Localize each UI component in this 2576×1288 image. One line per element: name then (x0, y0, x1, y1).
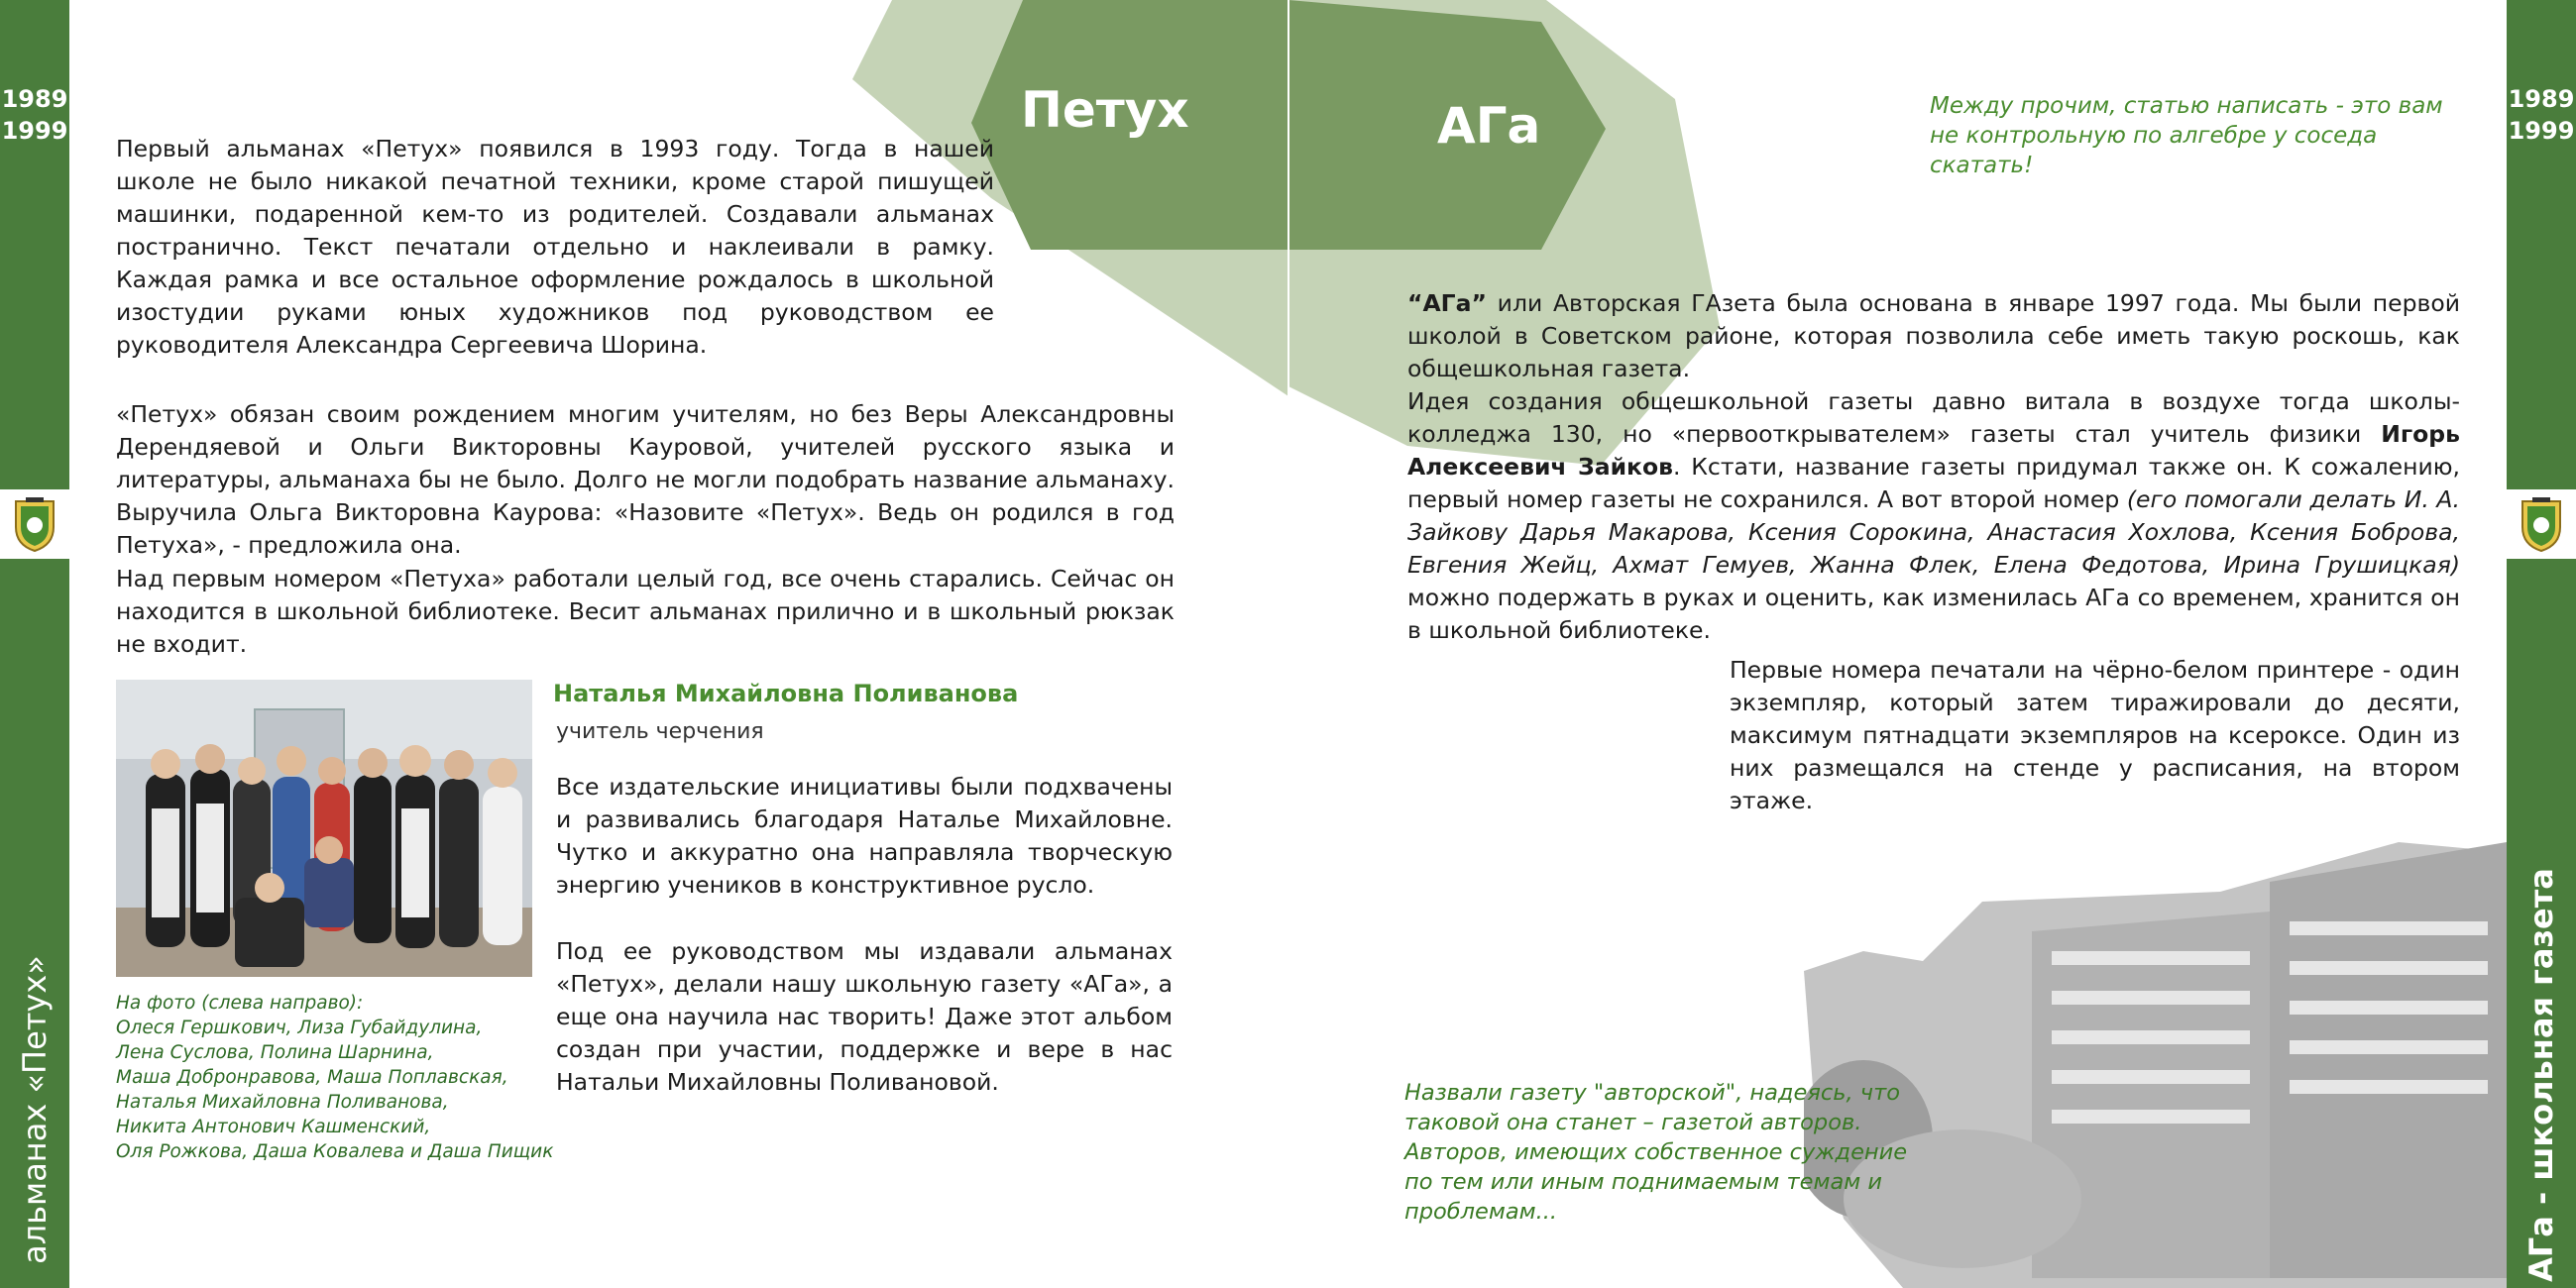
top-quote (1930, 91, 2485, 180)
caption-line: Маша Добронравова, Маша Поплавская, (116, 1067, 508, 1088)
photo-caption (116, 991, 572, 1164)
years-label-right (2507, 83, 2576, 147)
caption-line: На фото (слева направо): (116, 993, 364, 1014)
vertical-title-left (0, 941, 69, 1278)
title-petukh: Петух (1021, 81, 1189, 139)
year-end: 1999 (1, 117, 68, 145)
caption-line: Лена Суслова, Полина Шарнина, (116, 1042, 434, 1063)
teacher-name-heading: Наталья Михайловна Поливанова (553, 680, 1019, 707)
year-start: 1989 (2508, 85, 2575, 113)
top-quote-line: не контрольную по алгебре у соседа скатать! (1930, 123, 2378, 178)
year-start: 1989 (1, 85, 68, 113)
school-crest-icon (12, 497, 57, 553)
bottom-quote-line: таковой она станет – газетой авторов. (1404, 1110, 1862, 1135)
years-label-left (0, 83, 69, 147)
title-aga: АГа (1437, 97, 1541, 155)
aga-founding-text: или Авторская ГАзета была основана в январе 1997 года. Мы были первой школой в Советском районе, которая позволила себе иметь такую роскошь, как общешкольная газета. (1407, 289, 2460, 382)
bottom-quote (1404, 1078, 2039, 1227)
caption-line: Олеся Гершкович, Лиза Губайдулина, (116, 1018, 483, 1038)
paragraph-teacher-initiatives: Все издательские инициативы были подхвачены и развивались благодаря Наталье Михайловне. Чутко и аккуратно она направляла творческую энергию учеников в конструктивное русло. (556, 773, 1173, 899)
caption-line: Никита Антонович Кашменский, (116, 1117, 431, 1137)
paragraph-almanac-first-issue: Над первым номером «Петуха» работали целый год, все очень старались. Сейчас он находится в школьной библиотеке. Весит альманах прилично и в школьный рюкзак не входит. (116, 565, 1175, 658)
vertical-title-left-text: альманах «Петух» (16, 955, 54, 1264)
founder-name-bold: Игорь Алексеевич Зайков (1407, 420, 2460, 481)
bottom-quote-line: Назвали газету "авторской", надеясь, что (1404, 1080, 1900, 1106)
paragraph-almanac-history: Первый альманах «Петух» появился в 1993 году. Тогда в нашей школе не было никакой печатной техники, кроме старой пишущей машинки, подаренной кем-то из родителей. Создавали альманах постранично. Текст печатали отдельно и наклеивали в рамку. Каждая рамка и все остальное оформление рождалось в школьной изостудии руками юных художников под руководством ее руководителя Александра Сергеевича Шорина. (116, 135, 994, 359)
paragraph-aga-idea (1407, 385, 2460, 647)
school-crest-icon (2519, 497, 2564, 553)
aga-idea-middle: . Кстати, название газеты придумал также он. К сожалению, первый номер газеты не сохранился. А вот второй номер (1407, 453, 2461, 513)
right-sidebar (2507, 0, 2576, 1288)
left-sidebar (0, 0, 69, 1288)
paragraph-almanac-teachers: «Петух» обязан своим рождением многим учителям, но без Веры Александровны Дерендяевой и Ольги Викторовны Кауровой, учителей русского языка и литературы, альманаха бы не было. Долго не могли подобрать название альманаху. Выручила Ольга Викторовна Каурова: «Назовите «Петух». Ведь он родился в год Петуха», - предложила она. (116, 400, 1175, 559)
crest-container-left (0, 489, 69, 559)
paragraph-teacher-guidance: Под ее руководством мы издавали альманах «Петух», делали нашу школьную газету «АГа», а еще она научила нас творить! Даже этот альбом создан при участии, поддержке и вере в нас Натальи Михайловны Поливановой. (556, 937, 1173, 1096)
crest-container-right (2507, 489, 2576, 559)
paragraph-aga-printing: Первые номера печатали на чёрно-белом принтере - один экземпляр, который затем тиражировали до десяти, максимум пятнадцати экземпляров на ксероксе. Один из них размещался на стенде у расписания, на втором этаже. (1730, 656, 2460, 814)
aga-name-bold: “АГа” (1407, 289, 1487, 317)
aga-idea-end: можно подержать в руках и оценить, как изменилась АГа со временем, хранится он в школьной библиотеке. (1407, 584, 2460, 644)
aga-idea-start: Идея создания общешкольной газеты давно витала в воздухе тогда школы-колледжа 130, но «первооткрывателем» газеты стал учитель физики (1407, 387, 2460, 448)
year-end: 1999 (2508, 117, 2575, 145)
vertical-title-right (2507, 868, 2576, 1282)
caption-line: Наталья Михайловна Поливанова, (116, 1092, 449, 1113)
teacher-role: учитель черчения (556, 719, 764, 744)
paragraph-aga-founding (1407, 287, 2460, 385)
vertical-title-right-text: АГа - школьная газета (2522, 868, 2560, 1282)
bottom-quote-line: Авторов, имеющих собственное суждение (1404, 1139, 1908, 1165)
bottom-quote-line: по тем или иным поднимаемым темам и проблемам... (1404, 1169, 1883, 1225)
aga-helpers-italic: (его помогали делать И. А. Зайкову Дарья Макарова, Ксения Сорокина, Анастасия Хохлова, Ксения Боброва, Евгения Жейц, Ахмат Гемуев, Жанна Флек, Елена Федотова, Ирина Грушицкая) (1407, 485, 2460, 579)
top-quote-line: Между прочим, статью написать - это вам (1930, 93, 2443, 119)
group-photo (116, 680, 532, 977)
caption-line: Оля Рожкова, Даша Ковалева и Даша Пищик (116, 1141, 554, 1162)
